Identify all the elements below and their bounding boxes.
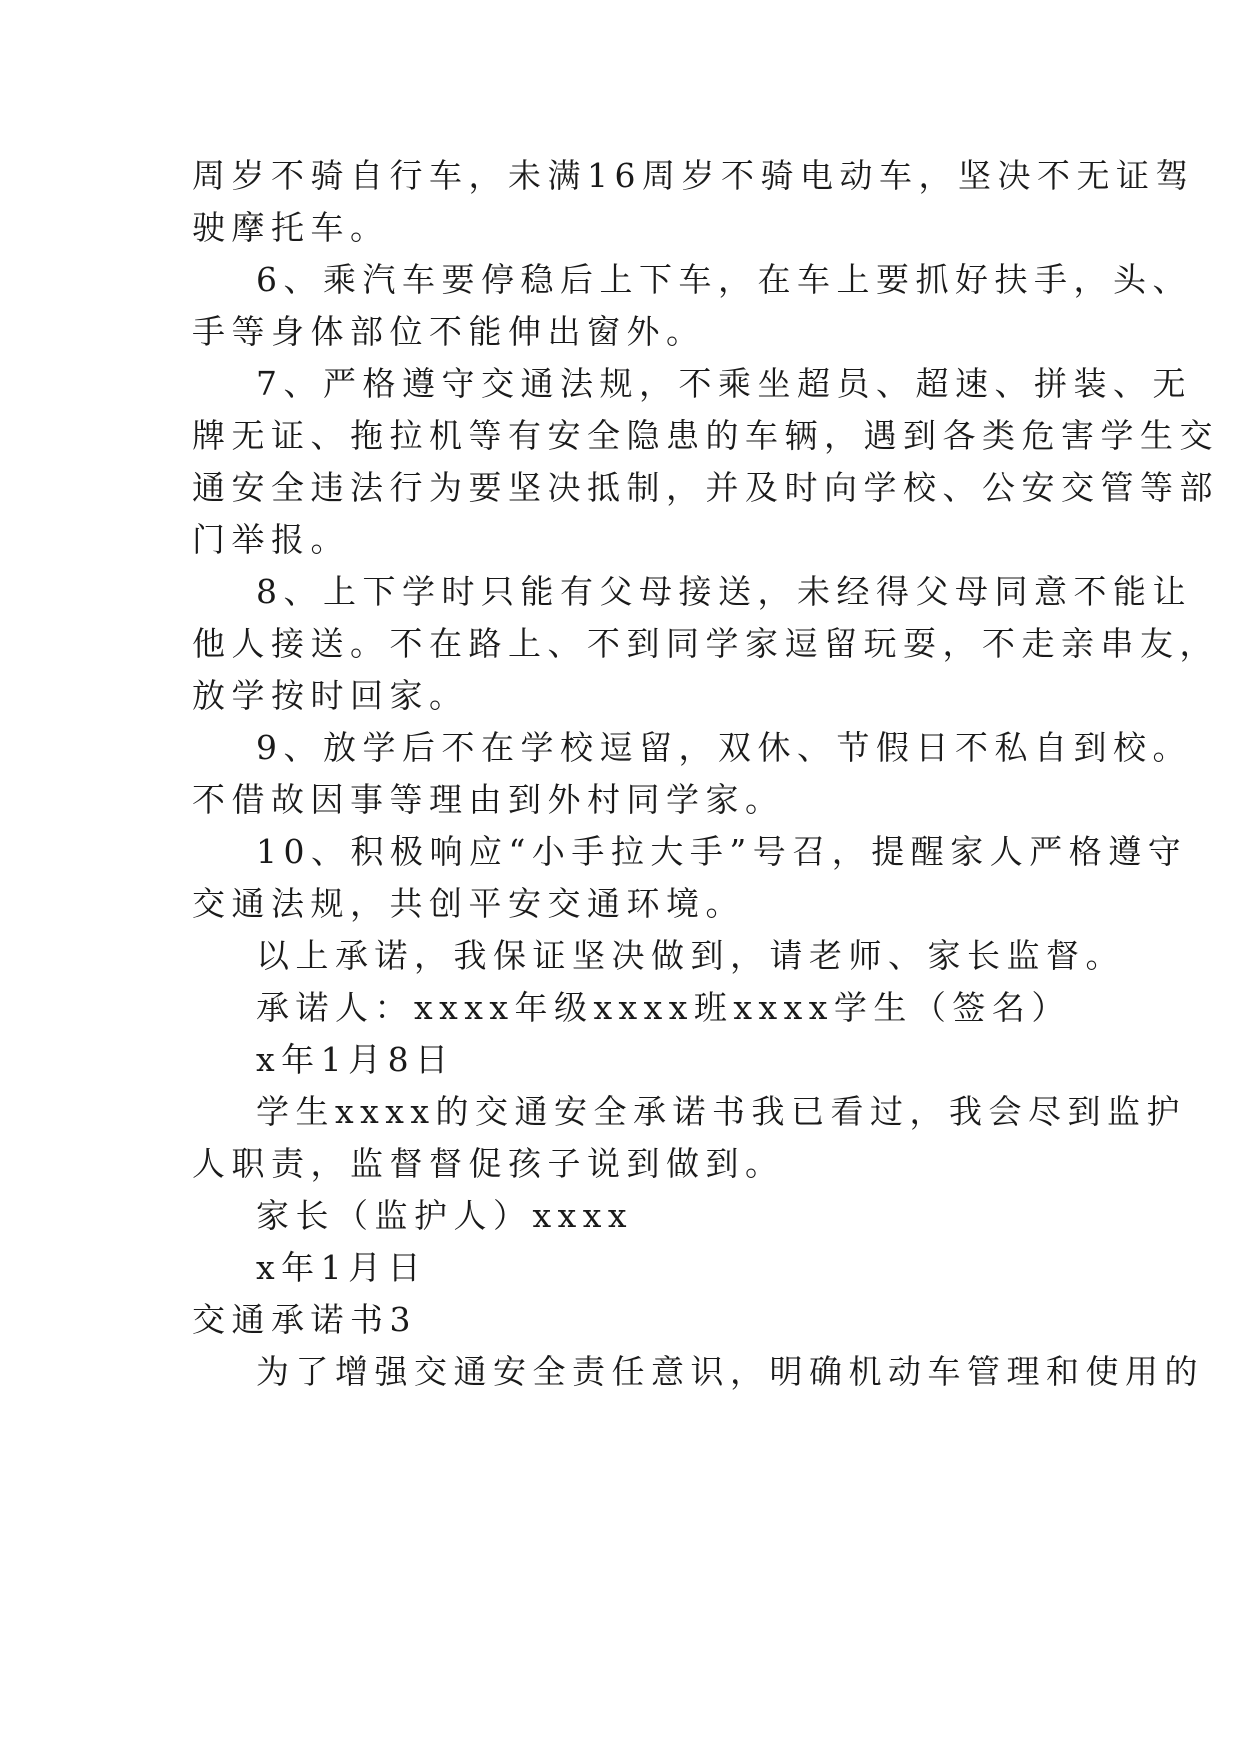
parent-signature: 家长（监护人）xxxx [256,1196,633,1235]
paragraph-9: 9、放学后不在学校逗留，双休、节假日不私自到校。 [256,728,1192,767]
paragraph-8: 8、上下学时只能有父母接送，未经得父母同意不能让 [256,572,1192,611]
text-line: 牌无证、拖拉机等有安全隐患的车辆，遇到各类危害学生交 [192,416,1219,455]
paragraph-6: 6、乘汽车要停稳后上下车，在车上要抓好扶手，头、 [256,260,1192,299]
text-line: 不借故因事等理由到外村同学家。 [192,780,785,819]
section-heading: 交通承诺书3 [192,1300,417,1339]
text-line: 门举报。 [192,520,350,559]
text-line: 周岁不骑自行车，未满16周岁不骑电动车，坚决不无证驾 [192,156,1195,195]
text-line: 交通法规，共创平安交通环境。 [192,884,745,923]
parent-date: x年1月日 [256,1248,428,1287]
parent-statement: 学生xxxx的交通安全承诺书我已看过，我会尽到监护 [256,1092,1186,1131]
promiser-date: x年1月8日 [256,1040,455,1079]
text-line: 人职责，监督督促孩子说到做到。 [192,1144,785,1183]
text-line: 驶摩托车。 [192,208,390,247]
closing-statement: 以上承诺，我保证坚决做到，请老师、家长监督。 [256,936,1125,975]
paragraph-7: 7、严格遵守交通法规，不乘坐超员、超速、拼装、无 [256,364,1192,403]
promiser-signature: 承诺人：xxxx年级xxxx班xxxx学生（签名） [256,988,1071,1027]
text-line: 手等身体部位不能伸出窗外。 [192,312,706,351]
paragraph-10: 10、积极响应“小手拉大手”号召，提醒家人严格遵守 [256,832,1188,871]
text-line: 通安全违法行为要坚决抵制，并及时向学校、公安交管等部 [192,468,1219,507]
text-line: 他人接送。不在路上、不到同学家逗留玩耍，不走亲串友， [192,624,1219,663]
text-line: 放学按时回家。 [192,676,469,715]
section-intro: 为了增强交通安全责任意识，明确机动车管理和使用的 [256,1352,1204,1391]
